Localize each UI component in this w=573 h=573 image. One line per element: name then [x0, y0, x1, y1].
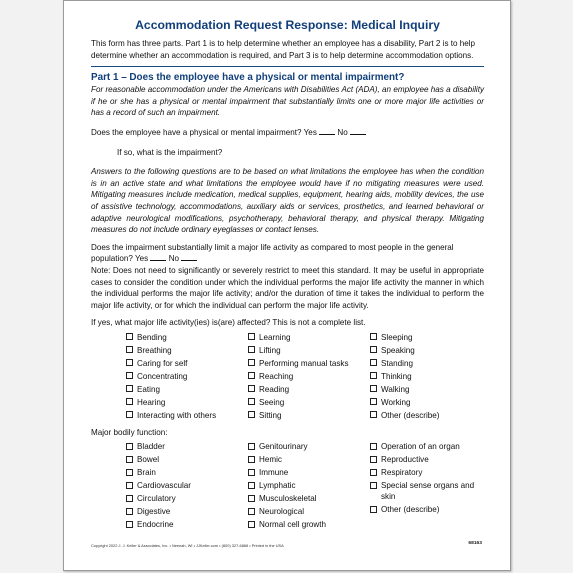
- checklist-column: [370, 441, 480, 532]
- form-code: 68163: [468, 541, 482, 546]
- checkbox-item-lymphatic[interactable]: [248, 480, 370, 491]
- checklist-column: [248, 332, 370, 423]
- checkbox[interactable]: [126, 372, 133, 379]
- checkbox-item-hearing[interactable]: [126, 397, 248, 408]
- checkbox-item-brain[interactable]: [126, 467, 248, 478]
- checklist-column: [126, 441, 248, 532]
- activities-prompt: If yes, what major life activity(ies) is(are) affected? This is not a complete list.: [91, 318, 366, 328]
- checkbox-label: Thinking: [381, 371, 412, 381]
- checkbox-item-other-describe[interactable]: [370, 410, 480, 421]
- checkbox[interactable]: [126, 443, 133, 450]
- checkbox-item-bowel[interactable]: [126, 454, 248, 465]
- checkbox-item-lifting[interactable]: [248, 345, 370, 356]
- impairment-yes-blank[interactable]: [319, 127, 335, 135]
- checkbox[interactable]: [370, 346, 377, 353]
- checkbox[interactable]: [126, 521, 133, 528]
- checkbox[interactable]: [370, 456, 377, 463]
- checkbox-item-genitourinary[interactable]: [248, 441, 370, 452]
- note-text: Note: Does not need to significantly or severely restrict to meet this standard. It may be useful in appropriate cases to consider the condition under which the individual performs the major life activity the manner in which the individual performs the major life activity; and/or the duration of time it takes the individual to perform the major life activity, or for which the individual can perform the major life activity.: [91, 265, 484, 310]
- checkbox-label: Walking: [381, 384, 410, 394]
- life-activities-checklist: [91, 332, 484, 423]
- impairment-question: [91, 127, 484, 139]
- checkbox-item-thinking[interactable]: [370, 371, 480, 382]
- checkbox-item-standing[interactable]: [370, 358, 480, 369]
- checkbox[interactable]: [248, 372, 255, 379]
- checkbox-item-walking[interactable]: [370, 384, 480, 395]
- limit-no-blank[interactable]: [181, 253, 197, 261]
- checkbox-label: Special sense organs and skin: [381, 481, 475, 502]
- checkbox-label: Digestive: [137, 507, 171, 517]
- limit-yes-blank[interactable]: [150, 253, 166, 261]
- checkbox-item-other-describe[interactable]: [370, 504, 480, 515]
- substantial-limit-question: [91, 242, 484, 265]
- checkbox-item-breathing[interactable]: [126, 345, 248, 356]
- checkbox[interactable]: [126, 469, 133, 476]
- checkbox-label: Circulatory: [137, 494, 176, 504]
- checkbox-label: Cardiovascular: [137, 481, 191, 491]
- checkbox[interactable]: [126, 482, 133, 489]
- checkbox-label: Working: [381, 397, 411, 407]
- checkbox[interactable]: [248, 398, 255, 405]
- checkbox-item-interacting-with-others[interactable]: [126, 410, 248, 421]
- checkbox-label: Neurological: [259, 507, 304, 517]
- copyright-footer: Copyright 2022 J. J. Keller & Associates, Inc. • Neenah, WI • JJKeller.com • (800) 327-6868 • Printed in the USA: [91, 543, 284, 548]
- impairment-no-blank[interactable]: [350, 127, 366, 135]
- checkbox[interactable]: [126, 508, 133, 515]
- checkbox-label: Reproductive: [381, 455, 429, 465]
- checklist-column: [370, 332, 480, 423]
- checkbox-label: Brain: [137, 468, 156, 478]
- checkbox-item-circulatory[interactable]: [126, 493, 248, 504]
- checkbox-item-caring-for-self[interactable]: [126, 358, 248, 369]
- checkbox-label: Lifting: [259, 345, 281, 355]
- checkbox[interactable]: [248, 482, 255, 489]
- checkbox-item-working[interactable]: [370, 397, 480, 408]
- checkbox-item-neurological[interactable]: [248, 506, 370, 517]
- form-body: [91, 18, 484, 532]
- checkbox-label: Performing manual tasks: [259, 358, 349, 368]
- no-label: No: [168, 254, 180, 264]
- checklist-column: [126, 332, 248, 423]
- checkbox[interactable]: [370, 372, 377, 379]
- checkbox-label: Bending: [137, 332, 167, 342]
- bodily-function-prompt: Major bodily function:: [91, 427, 168, 437]
- checkbox[interactable]: [248, 508, 255, 515]
- checkbox-item-sleeping[interactable]: [370, 332, 480, 343]
- ada-definition: For reasonable accommodation under the Americans with Disabilities Act (ADA), an employee has a disability if he or she has a physical or mental impairment that substantially limits one or more major life activities or has a record of such an impairment.: [91, 85, 484, 118]
- checkbox[interactable]: [248, 346, 255, 353]
- checkbox-label: Endocrine: [137, 520, 174, 530]
- checkbox-label: Other (describe): [381, 505, 440, 515]
- checkbox-label: Breathing: [137, 345, 172, 355]
- checkbox[interactable]: [370, 411, 377, 418]
- checkbox-item-bladder[interactable]: [126, 441, 248, 452]
- checkbox-label: Seeing: [259, 397, 285, 407]
- bodily-functions-checklist: [91, 441, 484, 532]
- checkbox-label: Other (describe): [381, 410, 440, 420]
- checkbox-item-learning[interactable]: [248, 332, 370, 343]
- impairment-followup: If so, what is the impairment?: [117, 147, 223, 157]
- checkbox-label: Normal cell growth: [259, 520, 327, 530]
- checkbox-label: Genitourinary: [259, 442, 308, 452]
- checkbox[interactable]: [248, 333, 255, 340]
- checkbox-item-concentrating[interactable]: [126, 371, 248, 382]
- checkbox-label: Musculoskeletal: [259, 494, 317, 504]
- checkbox[interactable]: [370, 385, 377, 392]
- checkbox-label: Speaking: [381, 345, 415, 355]
- checkbox-label: Standing: [381, 358, 413, 368]
- checkbox-item-special-sense-organs-and-skin[interactable]: [370, 480, 480, 502]
- checkbox-label: Learning: [259, 332, 291, 342]
- yes-label: Yes: [134, 254, 149, 264]
- impairment-question-text: Does the employee have a physical or mental impairment?: [91, 127, 302, 137]
- checkbox[interactable]: [248, 456, 255, 463]
- checkbox-item-sitting[interactable]: [248, 410, 370, 421]
- checkbox[interactable]: [248, 495, 255, 502]
- checkbox[interactable]: [126, 411, 133, 418]
- checkbox[interactable]: [126, 346, 133, 353]
- checkbox-label: Lymphatic: [259, 481, 296, 491]
- checkbox[interactable]: [248, 469, 255, 476]
- checkbox[interactable]: [248, 385, 255, 392]
- checkbox[interactable]: [126, 333, 133, 340]
- checkbox-label: Reading: [259, 384, 290, 394]
- checkbox-item-bending[interactable]: [126, 332, 248, 343]
- checkbox-label: Sleeping: [381, 332, 413, 342]
- checkbox-label: Caring for self: [137, 358, 188, 368]
- intro-text: This form has three parts. Part 1 is to help determine whether an employee has a disability, Part 2 is to help determine whether an accommodation is required, and Part 3 is to help determine accommodation options.: [91, 39, 476, 60]
- checkbox[interactable]: [370, 506, 377, 513]
- checkbox-label: Respiratory: [381, 468, 423, 478]
- checkbox-item-hemic[interactable]: [248, 454, 370, 465]
- checkbox[interactable]: [126, 456, 133, 463]
- checklist-column: [248, 441, 370, 532]
- checkbox-label: Hearing: [137, 397, 166, 407]
- checkbox[interactable]: [370, 359, 377, 366]
- checkbox-label: Bowel: [137, 455, 160, 465]
- checkbox-item-endocrine[interactable]: [126, 519, 248, 530]
- checkbox[interactable]: [248, 443, 255, 450]
- checkbox-item-normal-cell-growth[interactable]: [248, 519, 370, 530]
- mitigating-measures-text: Answers to the following questions are to be based on what limitations the employee has when the condition is in an active state and what limitations the employee would have if no mitigating measures were used. Mitigating measures include medication, medical supplies, equipment, hearing aids, mobility devices, the use of assistive technology, accommodations, auxiliary aids or services, prosthetics, and learned behavioral or adaptive neurological modifications, psychotherapy, behavioral therapy, and physical therapy. Mitigating measures do not include ordinary eyeglasses or contact lenses.: [91, 167, 484, 235]
- checkbox[interactable]: [370, 333, 377, 340]
- substantial-limit-text: Does the impairment substantially limit a major life activity as compared to most people in the general population?: [91, 242, 454, 264]
- checkbox[interactable]: [126, 398, 133, 405]
- checkbox-item-speaking[interactable]: [370, 345, 480, 356]
- checkbox-item-musculoskeletal[interactable]: [248, 493, 370, 504]
- checkbox[interactable]: [248, 359, 255, 366]
- section-divider: [91, 66, 484, 67]
- part1-heading: Part 1 – Does the employee have a physical or mental impairment?: [91, 72, 405, 84]
- checkbox-item-eating[interactable]: [126, 384, 248, 395]
- checkbox-item-immune[interactable]: [248, 467, 370, 478]
- checkbox[interactable]: [370, 398, 377, 405]
- checkbox-item-reaching[interactable]: [248, 371, 370, 382]
- checkbox[interactable]: [248, 521, 255, 528]
- checkbox[interactable]: [370, 482, 377, 489]
- checkbox-label: Bladder: [137, 442, 165, 452]
- checkbox-label: Interacting with others: [137, 410, 217, 420]
- checkbox-item-performing-manual-tasks[interactable]: [248, 358, 370, 369]
- checkbox-label: Reaching: [259, 371, 294, 381]
- checkbox-label: Hemic: [259, 455, 282, 465]
- checkbox-item-reading[interactable]: [248, 384, 370, 395]
- checkbox[interactable]: [126, 385, 133, 392]
- checkbox[interactable]: [370, 443, 377, 450]
- checkbox-label: Concentrating: [137, 371, 188, 381]
- checkbox[interactable]: [126, 495, 133, 502]
- checkbox-label: Immune: [259, 468, 289, 478]
- yes-label: Yes: [303, 127, 317, 137]
- checkbox-label: Operation of an organ: [381, 442, 460, 452]
- no-label: No: [337, 127, 348, 137]
- form-sheet: [63, 0, 511, 571]
- checkbox-item-digestive[interactable]: [126, 506, 248, 517]
- checkbox-item-respiratory[interactable]: [370, 467, 480, 478]
- checkbox-label: Eating: [137, 384, 160, 394]
- checkbox[interactable]: [126, 359, 133, 366]
- checkbox-item-seeing[interactable]: [248, 397, 370, 408]
- checkbox-item-cardiovascular[interactable]: [126, 480, 248, 491]
- checkbox[interactable]: [370, 469, 377, 476]
- checkbox-label: Sitting: [259, 410, 282, 420]
- form-title: Accommodation Request Response: Medical Inquiry: [135, 18, 440, 32]
- checkbox-item-operation-of-an-organ[interactable]: [370, 441, 480, 452]
- checkbox-item-reproductive[interactable]: [370, 454, 480, 465]
- checkbox[interactable]: [248, 411, 255, 418]
